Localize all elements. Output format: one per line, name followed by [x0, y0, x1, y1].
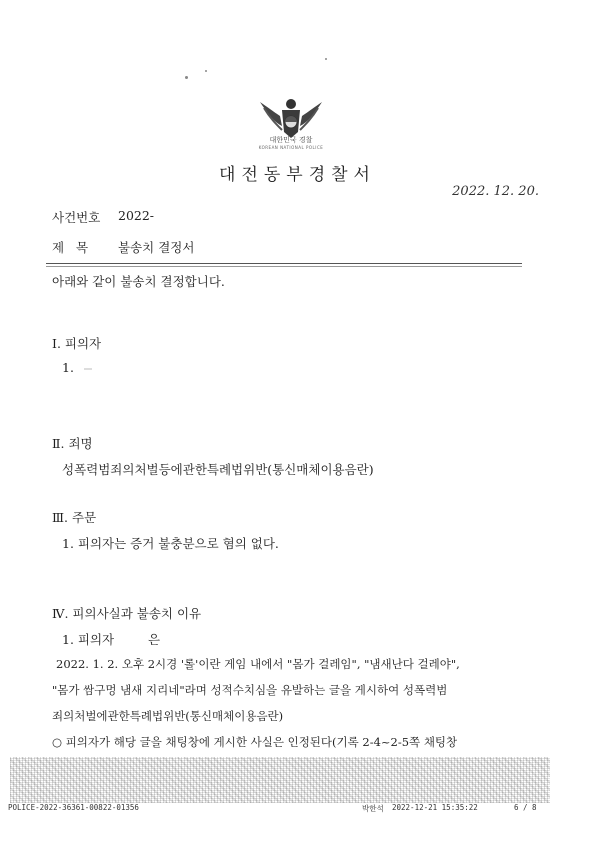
redacted-name [84, 368, 92, 370]
facts-line: ○ 피의자가 해당 글을 채팅창에 게시한 사실은 인정된다(기록 2-4~2-5쪽 채팅창 [52, 735, 458, 749]
facts-item-suffix: 은 [148, 632, 161, 647]
scan-speck [325, 58, 327, 60]
footer-timestamp: 2022-12-21 15:35:22 [392, 803, 478, 812]
charge-text: 성폭력범죄의처벌등에관한특례법위반(통신매체이용음란) [62, 462, 374, 477]
facts-line: 죄의처벌에관한특례법위반(통신매체이용음란) [52, 709, 284, 723]
footer-document-id: POLICE-2022-36361-00822-01356 [8, 803, 139, 812]
emblem-caption-english: KOREAN NATIONAL POLICE [258, 145, 324, 150]
subject-label: 제 목 [52, 240, 89, 255]
header-divider-secondary [46, 266, 522, 267]
header-divider [46, 263, 522, 264]
case-number-value: 2022- [118, 208, 155, 223]
footer-officer: 박한석 [362, 804, 384, 813]
facts-item-label: 1. 피의자 [62, 632, 115, 647]
order-text: 1. 피의자는 증거 불충분으로 혐의 없다. [62, 536, 279, 551]
emblem-caption-korean: 대한민국 경찰 [269, 136, 313, 144]
office-title: 대전동부경찰서 [219, 165, 376, 185]
document-date: 2022. 12. 20. [452, 184, 539, 199]
section-suspect-title: Ⅰ. 피의자 [52, 336, 102, 351]
scan-speck [185, 76, 188, 79]
section-order-title: Ⅲ. 주문 [52, 510, 97, 525]
scan-noise-band [10, 757, 550, 803]
facts-line: 2022. 1. 2. 오후 2시경 '롤'이란 게임 내에서 "몸가 걸레임", "냄새난다 걸레야", [56, 657, 460, 671]
suspect-item [62, 360, 92, 375]
case-number-label: 사건번호 [52, 210, 101, 225]
section-charge-title: Ⅱ. 죄명 [52, 436, 93, 451]
facts-line: "몸가 쌈구멍 냄새 지리네"라며 성적수치심을 유발하는 글을 게시하여 성폭력범 [52, 683, 448, 697]
section-facts-title: Ⅳ. 피의사실과 불송치 이유 [52, 606, 202, 621]
subject-value: 불송치 결정서 [118, 240, 195, 255]
intro-text: 아래와 같이 불송치 결정합니다. [52, 274, 225, 289]
scan-speck [205, 70, 207, 72]
suspect-item-number: 1. [62, 360, 74, 375]
footer-page-number: 6 / 8 [514, 803, 537, 812]
